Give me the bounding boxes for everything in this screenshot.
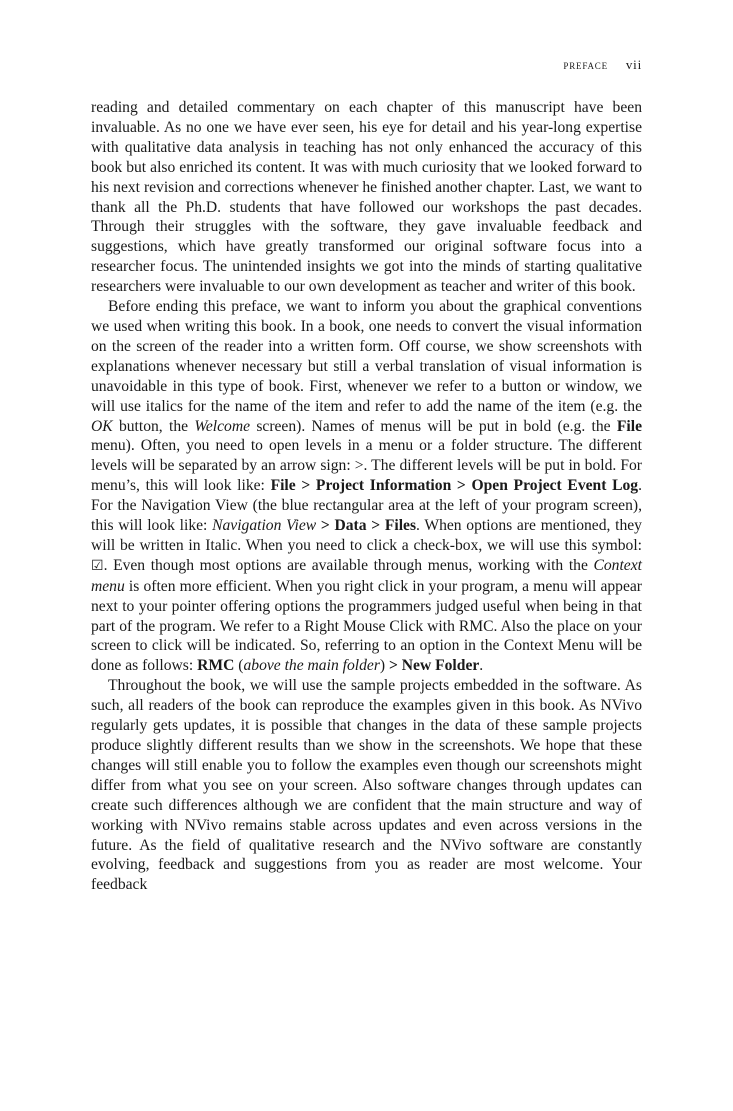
bold-run: > xyxy=(316,517,335,535)
paragraph-acknowledgements xyxy=(91,98,642,297)
text-run: ) xyxy=(379,657,389,675)
italic-run: Welcome xyxy=(194,417,251,435)
italic-run: Context menu xyxy=(91,556,642,595)
text-run: Throughout the book, we will use the sample projects embedded in the software. As such, all readers of the book can reproduce the examples given in this book. As NVivo regularly gets updates, it is possible that changes in the data of these sample projects produce slightly different results than we show in the screenshots. We hope that these changes will still enable you to follow the examples even though our screenshots might differ from what you see on your screen. Also software changes through updates can create such differences although we are confident that the main structure and way of working with NVivo remains stable across updates and even across versions in the future. As the field of qualitative research and the NVivo software are constantly evolving, feedback and suggestions from you as reader are most welcome. Your feedback xyxy=(91,677,642,894)
text-run: ( xyxy=(234,657,244,675)
text-run: is often more efficient. When you right click in your program, a menu will appear next to your pointer offering options the programmers judged useful when being in that part of the program. We refer to a Right Mouse Click with RMC. Also the place on your screen to click will be indicated. So, referring to an option in the Context Menu will be done as follows: xyxy=(91,577,642,675)
italic-run: Navigation View xyxy=(212,517,317,535)
text-run: . For the Navigation View (the blue rectangular area at the left of your program screen), this will look like: xyxy=(91,477,642,535)
italic-run: OK xyxy=(91,417,113,435)
bold-run: Data > Files xyxy=(334,517,417,535)
paragraph-sample-projects xyxy=(91,676,642,895)
bold-run: File > Project Information > Open Project Event Log xyxy=(270,477,639,495)
running-head xyxy=(563,57,642,73)
text-run: . Even though most options are available through menus, working with the xyxy=(103,556,594,574)
text-run: menu). Often, you need to open levels in a menu or a folder structure. The different levels will be separated by an arrow sign: >. The different levels will be put in bold. For menu’s, this will look like: xyxy=(91,437,642,495)
running-head-section: preface xyxy=(563,57,608,72)
text-run: reading and detailed commentary on each chapter of this manuscript have been invaluable. As no one we have ever seen, his eye for detail and his year-long expertise with qualitative data analysis in teaching has not only enhanced the accuracy of this book but also enriched its content. It was with much curiosity that we looked forward to his next revision and corrections whenever he finished another chapter. Last, we want to thank all the Ph.D. students that have followed our workshops the past decades. Through their struggles with the software, they gave invaluable feedback and suggestions, which have greatly transformed our original software focus into a researcher focus. The unintended insights we got into the minds of starting qualitative researchers were invaluable to our own development as teacher and writer of this book. xyxy=(91,99,642,296)
text-run: . xyxy=(479,657,484,675)
bold-run: RMC xyxy=(197,657,235,675)
bold-run: File xyxy=(616,417,642,435)
text-run: . When options are mentioned, they will be written in Italic. When you need to click a check-box, we will use this symbol: xyxy=(91,517,642,554)
checkbox-symbol-icon: ☑ xyxy=(91,557,104,574)
text-run: Before ending this preface, we want to inform you about the graphical conventions we used when writing this book. In a book, one needs to convert the visual information on the screen of the reader into a written form. Off course, we show screenshots with explanations whenever necessary but still a verbal translation of visual information is unavoidable in this type of book. First, whenever we refer to a button or window, we will use italics for the name of the item and refer to add the name of the item (e.g. the xyxy=(91,298,642,415)
paragraph-conventions xyxy=(91,297,642,676)
italic-run: above the main folder xyxy=(243,657,380,675)
text-run: button, the xyxy=(112,417,195,435)
page-number: vii xyxy=(625,57,642,72)
bold-run: > New Folder xyxy=(388,657,480,675)
body-text xyxy=(91,98,642,895)
text-run: screen). Names of menus will be put in bold (e.g. the xyxy=(250,417,617,435)
